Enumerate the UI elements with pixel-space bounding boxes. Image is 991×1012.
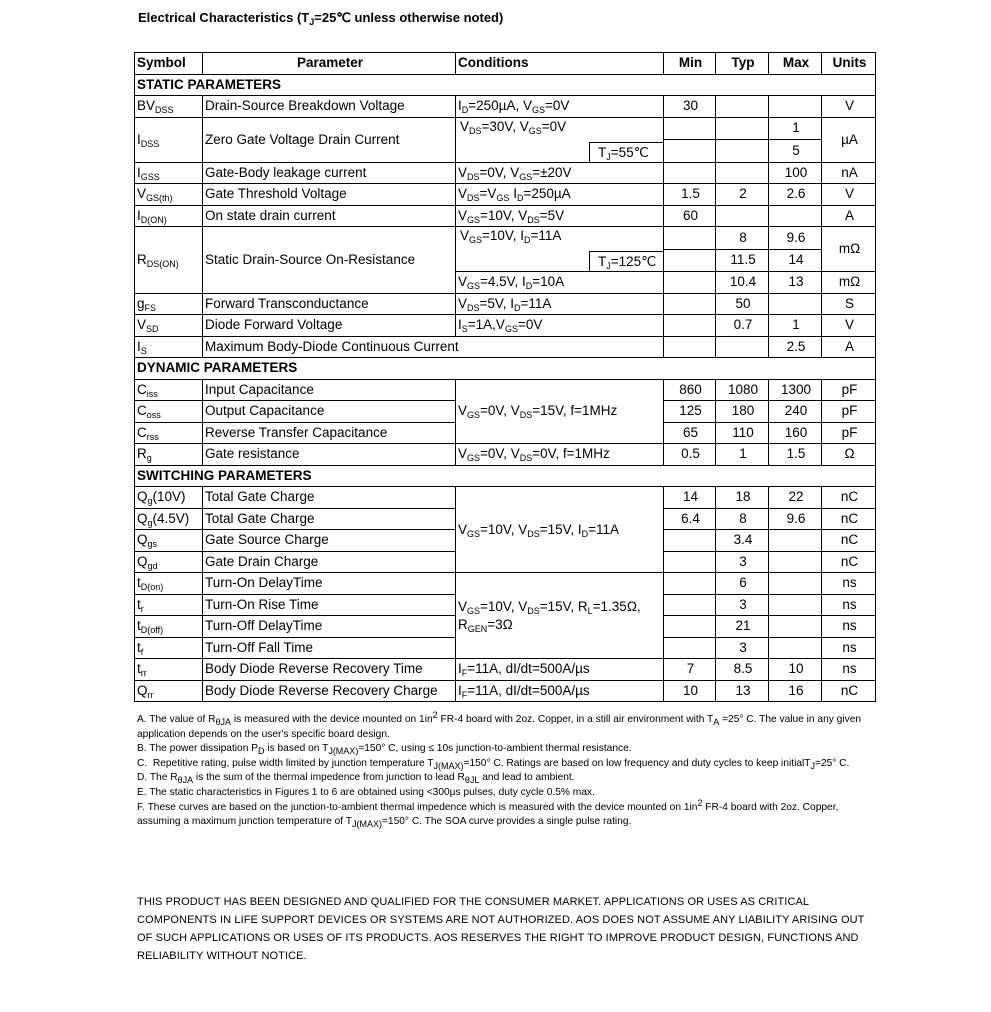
symbol-tdon: $t_{D(on)}$	[135, 573, 203, 595]
symbol-tr: $t_r$	[135, 594, 203, 616]
typ-rdson: 8	[716, 227, 769, 250]
disclaimer-text: THIS PRODUCT HAS BEEN DESIGNED AND QUALIFIED FOR THE CONSUMER MARKET. APPLICATIONS OR USES AS CRITICAL COMPONENTS IN LIFE SUPPORT DEVICES OR SYSTEMS ARE NOT AUTHORIZED. AOS DOES NOT ASSUME ANY LIABILITY ARISING OUT OF SUCH APPLICATIONS OR USES OF ITS PRODUCTS. AOS RESERVES THE RIGHT TO IMPROVE PRODUCT DESIGN, FUNCTIONS AND RELIABILITY WITHOUT NOTICE.	[137, 896, 865, 962]
min-qrr: 10	[664, 680, 716, 702]
section-dynamic: DYNAMIC PARAMETERS	[135, 358, 876, 380]
typ-qrr: 13	[716, 680, 769, 702]
header-conditions: Conditions	[456, 53, 664, 75]
typ-trr: 8.5	[716, 659, 769, 681]
typ-tdon: 6	[716, 573, 769, 595]
table-row-idss	[135, 117, 876, 140]
units-qg10: nC	[822, 487, 876, 509]
typ-coss: 180	[716, 401, 769, 423]
cond-rdson-45v: $V_{GS}=4.5V$, $I_D=10A$	[456, 272, 664, 294]
max-ciss: 1300	[769, 379, 822, 401]
param-trr: Body Diode Reverse Recovery Time	[203, 659, 456, 681]
symbol-rdson: $R_{DS(ON)}$	[135, 227, 203, 294]
max-bvdss	[769, 96, 822, 118]
typ-qg10: 18	[716, 487, 769, 509]
units-gfs: S	[822, 293, 876, 315]
electrical-characteristics-table	[134, 52, 876, 702]
max-idss-hot: 5	[769, 140, 822, 163]
param-coss: Output Capacitance	[203, 401, 456, 423]
min-tf	[664, 637, 716, 659]
max-idss: 1	[769, 117, 822, 140]
header-typ: Typ	[716, 53, 769, 75]
note-e: E. The static characteristics in Figures 1 to 6 are obtained using <300µs pulses, duty cycle 0.5% max.	[137, 786, 595, 798]
symbol-is: $I_S$	[135, 336, 203, 358]
cond-idss: $V_{DS}=30V$, $V_{GS}=0V$ $T_J=55℃$	[456, 117, 664, 162]
param-qgd: Gate Drain Charge	[203, 551, 456, 573]
symbol-qrr: $Q_{rr}$	[135, 680, 203, 702]
max-rg: 1.5	[769, 444, 822, 466]
cond-switching: $V_{GS}=10V$, $V_{DS}=15V$, $R_L=1.35\Omega$, $R_{GEN}=3\Omega$	[456, 573, 664, 659]
param-igss: Gate-Body leakage current	[203, 162, 456, 184]
units-vgsth: V	[822, 184, 876, 206]
table-row-bvdss	[135, 96, 876, 118]
cond-gate-charge: $V_{GS}=10V$, $V_{DS}=15V$, $I_D=11A$	[456, 487, 664, 573]
cond-gfs: $V_{DS}=5V$, $I_D=11A$	[456, 293, 664, 315]
param-rg: Gate resistance	[203, 444, 456, 466]
table-row-vsd	[135, 315, 876, 337]
max-qgs	[769, 530, 822, 552]
units-qgd: nC	[822, 551, 876, 573]
max-idon	[769, 205, 822, 227]
min-vsd	[664, 315, 716, 337]
min-igss	[664, 162, 716, 184]
min-tdon	[664, 573, 716, 595]
min-qg45: 6.4	[664, 508, 716, 530]
symbol-tf: $t_f$	[135, 637, 203, 659]
typ-idss	[716, 117, 769, 140]
cond-rdson: $V_{GS}=10V$, $I_D=11A$ $T_J=125℃$	[456, 227, 664, 272]
max-qg45: 9.6	[769, 508, 822, 530]
table-row-ciss	[135, 379, 876, 401]
symbol-bvdss: $BV_{DSS}$	[135, 96, 203, 118]
table-header-row	[135, 53, 876, 75]
table-row-rdson	[135, 227, 876, 250]
max-qg10: 22	[769, 487, 822, 509]
units-rdson: mΩ	[822, 227, 876, 272]
typ-tr: 3	[716, 594, 769, 616]
min-qg10: 14	[664, 487, 716, 509]
max-vsd: 1	[769, 315, 822, 337]
max-tr	[769, 594, 822, 616]
min-tr	[664, 594, 716, 616]
max-rdson: 9.6	[769, 227, 822, 250]
cond-rg: $V_{GS}=0V$, $V_{DS}=0V$, f=1MHz	[456, 444, 664, 466]
cond-trr: $I_F=11A$, dI/dt=500A/µs	[456, 659, 664, 681]
units-igss: nA	[822, 162, 876, 184]
param-vsd: Diode Forward Voltage	[203, 315, 456, 337]
cond-dynamic: $V_{GS}=0V$, $V_{DS}=15V$, f=1MHz	[456, 379, 664, 444]
max-vgsth: 2.6	[769, 184, 822, 206]
units-coss: pF	[822, 401, 876, 423]
section-static: STATIC PARAMETERS	[135, 74, 876, 96]
max-rdson-45v: 13	[769, 272, 822, 294]
symbol-crss: $C_{rss}$	[135, 422, 203, 444]
cond-igss: $V_{DS}=0V$, $V_{GS}=\pm 20V$	[456, 162, 664, 184]
note-c: C. Repetitive rating, pulse width limited by junction temperature $T_{J(MAX)}=150^\circ$ C. Ratings are based on low frequency and duty cycles to keep initialT$_J$=25° C.	[137, 757, 850, 771]
param-crss: Reverse Transfer Capacitance	[203, 422, 456, 444]
param-bvdss: Drain-Source Breakdown Voltage	[203, 96, 456, 118]
units-is: A	[822, 336, 876, 358]
max-tdoff	[769, 616, 822, 638]
cond-bvdss: $I_D=250\mu A$, $V_{GS}=0V$	[456, 96, 664, 118]
typ-tdoff: 21	[716, 616, 769, 638]
symbol-rg: $R_g$	[135, 444, 203, 466]
symbol-tdoff: $t_{D(off)}$	[135, 616, 203, 638]
typ-crss: 110	[716, 422, 769, 444]
units-ciss: pF	[822, 379, 876, 401]
typ-vgsth: 2	[716, 184, 769, 206]
max-qgd	[769, 551, 822, 573]
min-bvdss: 30	[664, 96, 716, 118]
units-bvdss: V	[822, 96, 876, 118]
typ-bvdss	[716, 96, 769, 118]
units-tdoff: ns	[822, 616, 876, 638]
units-tr: ns	[822, 594, 876, 616]
units-idss: µA	[822, 117, 876, 162]
units-qg45: nC	[822, 508, 876, 530]
min-tdoff	[664, 616, 716, 638]
param-tdon: Turn-On DelayTime	[203, 573, 456, 595]
typ-rdson-45v: 10.4	[716, 272, 769, 294]
units-tdon: ns	[822, 573, 876, 595]
min-crss: 65	[664, 422, 716, 444]
max-qrr: 16	[769, 680, 822, 702]
param-qg45: Total Gate Charge	[203, 508, 456, 530]
param-qrr: Body Diode Reverse Recovery Charge	[203, 680, 456, 702]
header-parameter: Parameter	[203, 53, 456, 75]
param-qg10: Total Gate Charge	[203, 487, 456, 509]
max-rdson-hot: 14	[769, 249, 822, 272]
min-idon: 60	[664, 205, 716, 227]
symbol-idss: $I_{DSS}$	[135, 117, 203, 162]
header-units: Units	[822, 53, 876, 75]
table-row-igss	[135, 162, 876, 184]
units-crss: pF	[822, 422, 876, 444]
typ-is	[716, 336, 769, 358]
note-a: A. The value of $R_{\theta JA}$ is measured with the device mounted on $1in^2$ FR-4 board with 2oz. Copper, in a still air environment with $T_A =25^\circ$ C. The value in any given application depends on the user's specific board design.	[137, 710, 862, 740]
note-b: B. The power dissipation $P_D$ is based on $T_{J(MAX)}=150^\circ$ C, using ≤ 10s junction-to-ambient thermal resistance.	[137, 743, 632, 757]
table-row-idon	[135, 205, 876, 227]
symbol-trr: $t_{rr}$	[135, 659, 203, 681]
max-trr: 10	[769, 659, 822, 681]
units-trr: ns	[822, 659, 876, 681]
min-ciss: 860	[664, 379, 716, 401]
typ-qgs: 3.4	[716, 530, 769, 552]
table-row-vgsth	[135, 184, 876, 206]
min-rdson-45v	[664, 272, 716, 294]
symbol-idon: $I_{D(ON)}$	[135, 205, 203, 227]
min-vgsth: 1.5	[664, 184, 716, 206]
table-row-is	[135, 336, 876, 358]
units-qrr: nC	[822, 680, 876, 702]
header-max: Max	[769, 53, 822, 75]
symbol-qgs: $Q_{gs}$	[135, 530, 203, 552]
cond-vsd: $I_S=1A,V_{GS}=0V$	[456, 315, 664, 337]
max-gfs	[769, 293, 822, 315]
min-rdson-hot	[664, 249, 716, 272]
min-trr: 7	[664, 659, 716, 681]
min-rg: 0.5	[664, 444, 716, 466]
typ-rg: 1	[716, 444, 769, 466]
table-row-qg10	[135, 487, 876, 509]
param-vgsth: Gate Threshold Voltage	[203, 184, 456, 206]
table-row-rg	[135, 444, 876, 466]
cond-vgsth: $V_{DS}=V_{GS}$ $I_D=250\mu A$	[456, 184, 664, 206]
symbol-gfs: $g_{FS}$	[135, 293, 203, 315]
param-is: Maximum Body-Diode Continuous Current	[203, 336, 664, 358]
units-qgs: nC	[822, 530, 876, 552]
typ-rdson-hot: 11.5	[716, 249, 769, 272]
min-gfs	[664, 293, 716, 315]
note-f: F. These curves are based on the junction-to-ambient thermal impedence which is measured with the device mounted on $1in^2$ FR-4 board with 2oz. Copper, assuming a maximum junction temperature of $T_{J(MAX)}=150^\circ$ C. The SOA curve provides a single pulse rating.	[137, 797, 839, 830]
typ-qgd: 3	[716, 551, 769, 573]
min-is	[664, 336, 716, 358]
units-idon: A	[822, 205, 876, 227]
max-is: 2.5	[769, 336, 822, 358]
min-rdson	[664, 227, 716, 250]
param-idon: On state drain current	[203, 205, 456, 227]
units-tf: ns	[822, 637, 876, 659]
typ-qg45: 8	[716, 508, 769, 530]
min-qgd	[664, 551, 716, 573]
note-d: D. The $R_{\theta JA}$ is the sum of the thermal impedence from junction to lead $R_{\theta JL}$ and lead to ambient.	[137, 772, 575, 786]
param-idss: Zero Gate Voltage Drain Current	[203, 117, 456, 162]
max-coss: 240	[769, 401, 822, 423]
symbol-qg45: $Q_g(4.5V)$	[135, 508, 203, 530]
max-tdon	[769, 573, 822, 595]
page-title: Electrical Characteristics ($T_J=25℃$ unless otherwise noted)	[138, 10, 504, 27]
param-tf: Turn-Off Fall Time	[203, 637, 456, 659]
header-symbol: Symbol	[135, 53, 203, 75]
cond-qrr: $I_F=11A$, dI/dt=500A/µs	[456, 680, 664, 702]
table-row-qrr	[135, 680, 876, 702]
units-vsd: V	[822, 315, 876, 337]
symbol-vsd: $V_{SD}$	[135, 315, 203, 337]
max-tf	[769, 637, 822, 659]
typ-igss	[716, 162, 769, 184]
units-rdson-45v: mΩ	[822, 272, 876, 294]
table-row-trr	[135, 659, 876, 681]
footnotes	[137, 710, 867, 830]
min-coss: 125	[664, 401, 716, 423]
typ-ciss: 1080	[716, 379, 769, 401]
section-switching: SWITCHING PARAMETERS	[135, 465, 876, 487]
max-crss: 160	[769, 422, 822, 444]
header-min: Min	[664, 53, 716, 75]
table-row-gfs	[135, 293, 876, 315]
param-rdson: Static Drain-Source On-Resistance	[203, 227, 456, 294]
max-igss: 100	[769, 162, 822, 184]
typ-tf: 3	[716, 637, 769, 659]
table-row-tdon	[135, 573, 876, 595]
param-qgs: Gate Source Charge	[203, 530, 456, 552]
param-tr: Turn-On Rise Time	[203, 594, 456, 616]
symbol-qgd: $Q_{gd}$	[135, 551, 203, 573]
typ-vsd: 0.7	[716, 315, 769, 337]
min-idss	[664, 117, 716, 140]
disclaimer	[137, 893, 877, 965]
param-ciss: Input Capacitance	[203, 379, 456, 401]
units-rg: Ω	[822, 444, 876, 466]
symbol-igss: $I_{GSS}$	[135, 162, 203, 184]
symbol-ciss: $C_{iss}$	[135, 379, 203, 401]
typ-idss-hot	[716, 140, 769, 163]
typ-gfs: 50	[716, 293, 769, 315]
cond-idon: $V_{GS}=10V$, $V_{DS}=5V$	[456, 205, 664, 227]
symbol-vgsth: $V_{GS(th)}$	[135, 184, 203, 206]
param-tdoff: Turn-Off DelayTime	[203, 616, 456, 638]
min-idss-hot	[664, 140, 716, 163]
param-gfs: Forward Transconductance	[203, 293, 456, 315]
typ-idon	[716, 205, 769, 227]
min-qgs	[664, 530, 716, 552]
symbol-qg10: $Q_g(10V)$	[135, 487, 203, 509]
symbol-coss: $C_{oss}$	[135, 401, 203, 423]
